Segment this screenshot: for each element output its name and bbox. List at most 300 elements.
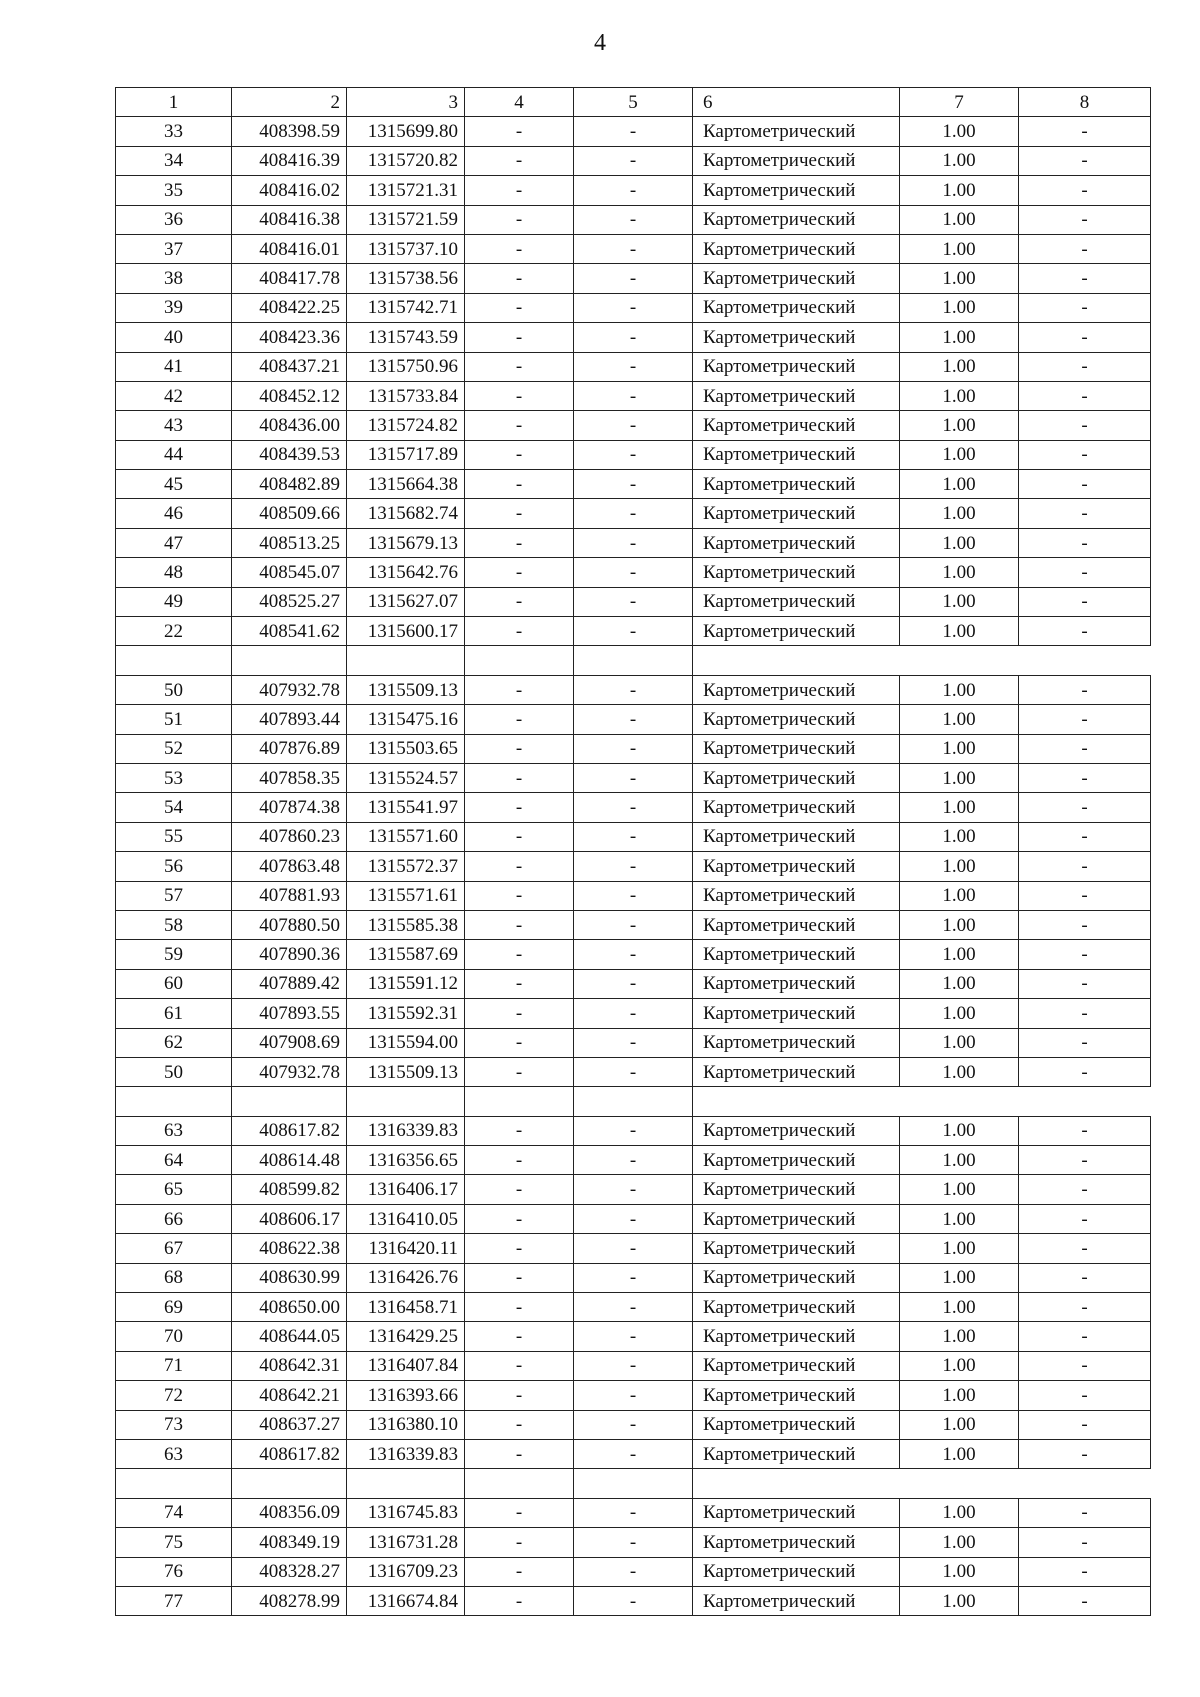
table-row <box>116 176 1151 205</box>
table-cell-col-3: 1315699.80 <box>347 117 465 146</box>
table-cell-col-7: 1.00 <box>900 793 1019 822</box>
table-cell-col-8: - <box>1019 499 1151 528</box>
table-cell-col-5: - <box>574 1263 693 1292</box>
table-row <box>116 1439 1151 1468</box>
table-cell-col-1: 41 <box>116 352 232 381</box>
table-cell-col-2: 408437.21 <box>232 352 347 381</box>
table-cell-col-2: 408439.53 <box>232 440 347 469</box>
table-cell-col-1: 69 <box>116 1293 232 1322</box>
table-cell-col-3: 1315724.82 <box>347 411 465 440</box>
table-cell-col-7: 1.00 <box>900 1322 1019 1351</box>
table-cell-col-5: - <box>574 470 693 499</box>
table-cell-col-4: - <box>465 1528 574 1557</box>
table-cell-col-3: 1315750.96 <box>347 352 465 381</box>
table-cell-col-1: 54 <box>116 793 232 822</box>
table-cell-col-6: Картометрический <box>693 1322 900 1351</box>
table-cell-col-5: - <box>574 176 693 205</box>
table-row <box>116 293 1151 322</box>
table-cell-col-6: Картометрический <box>693 793 900 822</box>
table-cell-col-3: 1315572.37 <box>347 852 465 881</box>
table-cell-col-4: - <box>465 1293 574 1322</box>
table-cell-col-3: 1316426.76 <box>347 1263 465 1292</box>
table-row <box>116 411 1151 440</box>
table-cell-col-7: 1.00 <box>900 675 1019 704</box>
table-cell-col-5: - <box>574 352 693 381</box>
table-cell-col-2: 408416.01 <box>232 234 347 263</box>
table-cell-col-6: Картометрический <box>693 1204 900 1233</box>
table-cell-col-4: - <box>465 146 574 175</box>
table-cell-col-1: 40 <box>116 323 232 352</box>
table-cell-col-5: - <box>574 763 693 792</box>
table-cell-col-6: Картометрический <box>693 381 900 410</box>
table-cell-col-4: - <box>465 205 574 234</box>
table-cell-col-2: 407863.48 <box>232 852 347 881</box>
table-cell-col-7: 1.00 <box>900 1116 1019 1145</box>
table-cell-col-3: 1315524.57 <box>347 763 465 792</box>
table-cell-col-1: 65 <box>116 1175 232 1204</box>
table-cell-col-1: 68 <box>116 1263 232 1292</box>
table-cell-col-7: 1.00 <box>900 1528 1019 1557</box>
table-body <box>116 88 1151 1616</box>
table-row <box>116 734 1151 763</box>
table-cell-col-8: - <box>1019 881 1151 910</box>
table-cell-col-8: - <box>1019 763 1151 792</box>
table-cell-col-8: - <box>1019 1586 1151 1615</box>
table-cell-col-5: - <box>574 440 693 469</box>
table-cell-col-3: 1315737.10 <box>347 234 465 263</box>
table-cell-col-3: 1316429.25 <box>347 1322 465 1351</box>
table-cell-col-6: Картометрический <box>693 352 900 381</box>
table-row <box>116 323 1151 352</box>
table-cell-col-2: 407889.42 <box>232 969 347 998</box>
table-cell-col-2: 408637.27 <box>232 1410 347 1439</box>
table-cell-col-3: 1315743.59 <box>347 323 465 352</box>
table-cell-col-2: 407880.50 <box>232 910 347 939</box>
table-cell-col-3: 1316407.84 <box>347 1351 465 1380</box>
table-cell-col-6: Картометрический <box>693 1028 900 1057</box>
table-cell-col-8: - <box>1019 734 1151 763</box>
table-cell-col-7: 1.00 <box>900 352 1019 381</box>
table-cell-col-6: Картометрический <box>693 910 900 939</box>
table-cell-col-7: 1.00 <box>900 999 1019 1028</box>
table-cell-col-1: 1 <box>116 88 232 117</box>
table-cell-col-6: Картометрический <box>693 1586 900 1615</box>
table-cell-col-3: 1316410.05 <box>347 1204 465 1233</box>
table-row <box>116 146 1151 175</box>
table-cell-col-5: - <box>574 940 693 969</box>
table-cell-col-4: - <box>465 940 574 969</box>
table-cell-col-5: - <box>574 675 693 704</box>
table-cell-col-4: - <box>465 411 574 440</box>
table-cell-col-5: - <box>574 558 693 587</box>
table-cell-col-1: 72 <box>116 1381 232 1410</box>
table-cell-col-5: - <box>574 1498 693 1527</box>
table-cell-col-7: 1.00 <box>900 1410 1019 1439</box>
table-cell-col-6: Картометрический <box>693 499 900 528</box>
table-cell-col-6: Картометрический <box>693 1146 900 1175</box>
group-separator-row <box>116 1469 1151 1498</box>
table-cell-col-8: - <box>1019 910 1151 939</box>
table-cell-col-2: 408642.31 <box>232 1351 347 1380</box>
table-cell-col-6: Картометрический <box>693 940 900 969</box>
table-cell-col-3: 1316731.28 <box>347 1528 465 1557</box>
table-cell-col-1: 64 <box>116 1146 232 1175</box>
table-cell-col-3: 1315738.56 <box>347 264 465 293</box>
table-cell-col-6: Картометрический <box>693 1234 900 1263</box>
table-cell-col-5: - <box>574 1322 693 1351</box>
table-cell-col-7: 1.00 <box>900 558 1019 587</box>
table-row <box>116 352 1151 381</box>
table-cell-col-5: - <box>574 1204 693 1233</box>
table-cell-col-5: - <box>574 293 693 322</box>
table-cell-col-3: 1316406.17 <box>347 1175 465 1204</box>
table-cell-col-2: 408416.38 <box>232 205 347 234</box>
table-cell-col-4: - <box>465 793 574 822</box>
table-cell-col-7: 1.00 <box>900 1293 1019 1322</box>
separator-cell <box>116 646 232 675</box>
table-cell-col-3: 1316339.83 <box>347 1439 465 1468</box>
separator-cell <box>693 1087 1151 1116</box>
table-cell-col-2: 407876.89 <box>232 734 347 763</box>
table-cell-col-4: - <box>465 969 574 998</box>
table-cell-col-7: 1.00 <box>900 1498 1019 1527</box>
table-cell-col-6: Картометрический <box>693 1293 900 1322</box>
table-cell-col-5: - <box>574 323 693 352</box>
table-cell-col-5: - <box>574 499 693 528</box>
table-cell-col-8: - <box>1019 940 1151 969</box>
table-cell-col-5: - <box>574 1528 693 1557</box>
table-cell-col-5: - <box>574 881 693 910</box>
table-cell-col-1: 77 <box>116 1586 232 1615</box>
table-cell-col-6: Картометрический <box>693 1439 900 1468</box>
table-cell-col-8: - <box>1019 675 1151 704</box>
table-cell-col-5: - <box>574 1439 693 1468</box>
table-cell-col-4: - <box>465 617 574 646</box>
table-cell-col-4: - <box>465 587 574 616</box>
table-row <box>116 999 1151 1028</box>
table-cell-col-8: - <box>1019 117 1151 146</box>
table-cell-col-6: Картометрический <box>693 969 900 998</box>
table-row <box>116 264 1151 293</box>
table-cell-col-2: 408606.17 <box>232 1204 347 1233</box>
table-cell-col-5: - <box>574 969 693 998</box>
table-cell-col-2: 408452.12 <box>232 381 347 410</box>
table-cell-col-1: 61 <box>116 999 232 1028</box>
table-cell-col-2: 408630.99 <box>232 1263 347 1292</box>
table-row <box>116 705 1151 734</box>
separator-cell <box>465 646 574 675</box>
table-cell-col-3: 1316709.23 <box>347 1557 465 1586</box>
table-cell-col-6: Картометрический <box>693 1381 900 1410</box>
table-cell-col-3: 3 <box>347 88 465 117</box>
table-cell-col-6: Картометрический <box>693 617 900 646</box>
table-cell-col-1: 58 <box>116 910 232 939</box>
table-cell-col-4: - <box>465 1410 574 1439</box>
table-cell-col-4: - <box>465 1175 574 1204</box>
table-cell-col-2: 408278.99 <box>232 1586 347 1615</box>
table-cell-col-5: 5 <box>574 88 693 117</box>
table-cell-col-6: Картометрический <box>693 1498 900 1527</box>
table-cell-col-3: 1315742.71 <box>347 293 465 322</box>
table-cell-col-6: Картометрический <box>693 1528 900 1557</box>
separator-cell <box>232 1469 347 1498</box>
table-cell-col-8: - <box>1019 1028 1151 1057</box>
table-cell-col-1: 66 <box>116 1204 232 1233</box>
table-cell-col-2: 408482.89 <box>232 470 347 499</box>
table-cell-col-3: 1315664.38 <box>347 470 465 499</box>
table-cell-col-5: - <box>574 910 693 939</box>
table-cell-col-6: Картометрический <box>693 999 900 1028</box>
table-cell-col-7: 1.00 <box>900 852 1019 881</box>
table-cell-col-6: Картометрический <box>693 1057 900 1086</box>
table-cell-col-6: Картометрический <box>693 1410 900 1439</box>
table-cell-col-8: - <box>1019 1146 1151 1175</box>
table-cell-col-4: - <box>465 1263 574 1292</box>
table-cell-col-6: Картометрический <box>693 675 900 704</box>
table-cell-col-7: 1.00 <box>900 528 1019 557</box>
table-cell-col-8: - <box>1019 999 1151 1028</box>
table-cell-col-4: - <box>465 1351 574 1380</box>
table-row <box>116 910 1151 939</box>
table-cell-col-2: 408416.02 <box>232 176 347 205</box>
table-cell-col-2: 407858.35 <box>232 763 347 792</box>
table-row <box>116 1028 1151 1057</box>
table-cell-col-2: 408417.78 <box>232 264 347 293</box>
table-cell-col-5: - <box>574 205 693 234</box>
table-cell-col-3: 1315571.60 <box>347 822 465 851</box>
separator-cell <box>347 646 465 675</box>
table-cell-col-2: 408513.25 <box>232 528 347 557</box>
separator-cell <box>465 1087 574 1116</box>
table-cell-col-4: - <box>465 117 574 146</box>
table-cell-col-5: - <box>574 234 693 263</box>
table-row <box>116 1528 1151 1557</box>
table-cell-col-1: 45 <box>116 470 232 499</box>
table-cell-col-2: 408614.48 <box>232 1146 347 1175</box>
table-row <box>116 1410 1151 1439</box>
table-cell-col-8: - <box>1019 1528 1151 1557</box>
table-cell-col-2: 407908.69 <box>232 1028 347 1057</box>
table-cell-col-7: 1.00 <box>900 705 1019 734</box>
table-cell-col-7: 1.00 <box>900 470 1019 499</box>
table-cell-col-8: 8 <box>1019 88 1151 117</box>
table-cell-col-1: 74 <box>116 1498 232 1527</box>
table-cell-col-3: 1316356.65 <box>347 1146 465 1175</box>
table-row <box>116 940 1151 969</box>
table-cell-col-2: 408541.62 <box>232 617 347 646</box>
table-cell-col-6: Картометрический <box>693 411 900 440</box>
table-cell-col-2: 408398.59 <box>232 117 347 146</box>
table-cell-col-2: 407860.23 <box>232 822 347 851</box>
table-cell-col-8: - <box>1019 528 1151 557</box>
table-cell-col-2: 408644.05 <box>232 1322 347 1351</box>
table-cell-col-8: - <box>1019 1351 1151 1380</box>
table-cell-col-6: Картометрический <box>693 528 900 557</box>
table-cell-col-7: 1.00 <box>900 1381 1019 1410</box>
table-cell-col-4: - <box>465 1586 574 1615</box>
table-cell-col-5: - <box>574 1028 693 1057</box>
table-cell-col-6: Картометрический <box>693 558 900 587</box>
table-cell-col-8: - <box>1019 1410 1151 1439</box>
table-cell-col-8: - <box>1019 1057 1151 1086</box>
table-cell-col-2: 408356.09 <box>232 1498 347 1527</box>
table-cell-col-6: Картометрический <box>693 264 900 293</box>
table-cell-col-8: - <box>1019 234 1151 263</box>
table-cell-col-6: Картометрический <box>693 763 900 792</box>
table-cell-col-2: 408423.36 <box>232 323 347 352</box>
table-row <box>116 587 1151 616</box>
table-cell-col-5: - <box>574 1586 693 1615</box>
table-cell-col-6: Картометрический <box>693 1351 900 1380</box>
separator-cell <box>693 1469 1151 1498</box>
table-cell-col-7: 1.00 <box>900 763 1019 792</box>
table-cell-col-3: 1315721.31 <box>347 176 465 205</box>
table-cell-col-8: - <box>1019 1204 1151 1233</box>
table-row <box>116 234 1151 263</box>
table-cell-col-1: 56 <box>116 852 232 881</box>
table-cell-col-7: 1.00 <box>900 1439 1019 1468</box>
table-cell-col-7: 1.00 <box>900 323 1019 352</box>
separator-cell <box>116 1087 232 1116</box>
table-cell-col-6: Картометрический <box>693 1263 900 1292</box>
separator-cell <box>693 646 1151 675</box>
table-cell-col-7: 1.00 <box>900 1586 1019 1615</box>
table-row <box>116 1116 1151 1145</box>
table-cell-col-1: 71 <box>116 1351 232 1380</box>
table-cell-col-7: 1.00 <box>900 940 1019 969</box>
table-cell-col-2: 408509.66 <box>232 499 347 528</box>
separator-cell <box>232 646 347 675</box>
table-cell-col-6: Картометрический <box>693 117 900 146</box>
table-cell-col-5: - <box>574 852 693 881</box>
table-cell-col-4: - <box>465 1028 574 1057</box>
table-cell-col-7: 1.00 <box>900 205 1019 234</box>
table-cell-col-4: - <box>465 1057 574 1086</box>
separator-cell <box>465 1469 574 1498</box>
table-cell-col-1: 34 <box>116 146 232 175</box>
table-cell-col-7: 1.00 <box>900 117 1019 146</box>
group-separator-row <box>116 646 1151 675</box>
table-cell-col-6: Картометрический <box>693 587 900 616</box>
table-row <box>116 1322 1151 1351</box>
separator-cell <box>574 1087 693 1116</box>
table-cell-col-3: 1315594.00 <box>347 1028 465 1057</box>
table-cell-col-2: 2 <box>232 88 347 117</box>
table-row <box>116 1498 1151 1527</box>
table-row <box>116 1204 1151 1233</box>
table-cell-col-5: - <box>574 734 693 763</box>
table-cell-col-4: - <box>465 470 574 499</box>
separator-cell <box>347 1087 465 1116</box>
table-cell-col-7: 1.00 <box>900 176 1019 205</box>
group-separator-row <box>116 1087 1151 1116</box>
table-cell-col-3: 1316339.83 <box>347 1116 465 1145</box>
table-cell-col-6: Картометрический <box>693 470 900 499</box>
table-cell-col-5: - <box>574 1116 693 1145</box>
table-cell-col-6: Картометрический <box>693 146 900 175</box>
table-cell-col-7: 1.00 <box>900 234 1019 263</box>
table-cell-col-7: 1.00 <box>900 264 1019 293</box>
table-cell-col-6: 6 <box>693 88 900 117</box>
table-cell-col-5: - <box>574 793 693 822</box>
table-cell-col-6: Картометрический <box>693 734 900 763</box>
table-cell-col-3: 1315509.13 <box>347 1057 465 1086</box>
table-cell-col-8: - <box>1019 1263 1151 1292</box>
table-cell-col-3: 1315679.13 <box>347 528 465 557</box>
table-cell-col-3: 1315642.76 <box>347 558 465 587</box>
table-cell-col-8: - <box>1019 587 1151 616</box>
table-cell-col-4: - <box>465 293 574 322</box>
table-cell-col-2: 408416.39 <box>232 146 347 175</box>
table-cell-col-7: 1.00 <box>900 1263 1019 1292</box>
table-cell-col-4: - <box>465 234 574 263</box>
table-cell-col-7: 1.00 <box>900 411 1019 440</box>
table-cell-col-4: - <box>465 1498 574 1527</box>
separator-cell <box>574 646 693 675</box>
table-cell-col-8: - <box>1019 617 1151 646</box>
table-cell-col-1: 73 <box>116 1410 232 1439</box>
table-cell-col-4: - <box>465 264 574 293</box>
table-cell-col-5: - <box>574 528 693 557</box>
table-cell-col-2: 407890.36 <box>232 940 347 969</box>
table-cell-col-5: - <box>574 1381 693 1410</box>
table-cell-col-8: - <box>1019 293 1151 322</box>
table-cell-col-1: 60 <box>116 969 232 998</box>
table-cell-col-8: - <box>1019 1439 1151 1468</box>
table-cell-col-3: 1316458.71 <box>347 1293 465 1322</box>
table-cell-col-3: 1315585.38 <box>347 910 465 939</box>
table-cell-col-1: 75 <box>116 1528 232 1557</box>
table-cell-col-3: 1315717.89 <box>347 440 465 469</box>
table-cell-col-8: - <box>1019 705 1151 734</box>
table-cell-col-7: 1.00 <box>900 969 1019 998</box>
table-cell-col-1: 48 <box>116 558 232 587</box>
table-cell-col-4: - <box>465 352 574 381</box>
table-cell-col-4: - <box>465 1146 574 1175</box>
table-row <box>116 1586 1151 1615</box>
table-cell-col-7: 1.00 <box>900 1234 1019 1263</box>
table-cell-col-8: - <box>1019 264 1151 293</box>
table-cell-col-8: - <box>1019 1557 1151 1586</box>
table-cell-col-5: - <box>574 264 693 293</box>
table-cell-col-5: - <box>574 1410 693 1439</box>
table-cell-col-6: Картометрический <box>693 205 900 234</box>
table-cell-col-7: 1.00 <box>900 881 1019 910</box>
table-cell-col-5: - <box>574 617 693 646</box>
table-cell-col-8: - <box>1019 969 1151 998</box>
table-row <box>116 499 1151 528</box>
table-cell-col-4: - <box>465 528 574 557</box>
separator-cell <box>574 1469 693 1498</box>
table-cell-col-5: - <box>574 117 693 146</box>
table-cell-col-1: 49 <box>116 587 232 616</box>
table-cell-col-6: Картометрический <box>693 852 900 881</box>
table-cell-col-8: - <box>1019 205 1151 234</box>
table-cell-col-7: 1.00 <box>900 617 1019 646</box>
table-row <box>116 470 1151 499</box>
table-cell-col-1: 33 <box>116 117 232 146</box>
table-cell-col-2: 408642.21 <box>232 1381 347 1410</box>
table-row <box>116 1293 1151 1322</box>
table-cell-col-3: 1316420.11 <box>347 1234 465 1263</box>
table-cell-col-3: 1315541.97 <box>347 793 465 822</box>
separator-cell <box>347 1469 465 1498</box>
table-cell-col-1: 46 <box>116 499 232 528</box>
table-cell-col-3: 1316674.84 <box>347 1586 465 1615</box>
table-cell-col-7: 1.00 <box>900 734 1019 763</box>
table-cell-col-4: - <box>465 675 574 704</box>
table-row <box>116 969 1151 998</box>
